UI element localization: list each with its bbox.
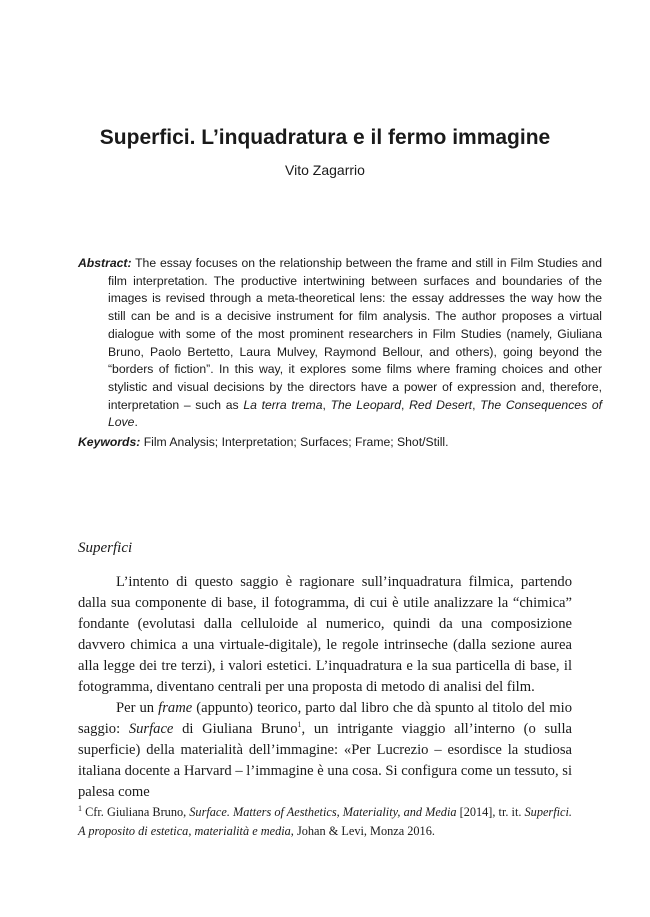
film-title: Red Desert (409, 397, 473, 412)
abstract-text: The essay focuses on the relationship between the frame and still in Film Studies and film interpretation. The productive intertwining between surfaces and boundaries of the images is revised through a meta-theoretical lens: the essay addresses the way how the still can be and is a decisive instrument for film analysis. The author proposes a virtual dialogue with some of the most prominent researchers in Film Studies (namely, Giuliana Bruno, Paolo Bertetto, Laura Mulvey, Raymond Bellour, and others), going beyond the “borders of fiction”. In this way, it explores some films where framing choices and other stylistic and visual decisions by the directors have a power of expression and, therefore, interpretation – such as (108, 256, 602, 412)
italic-term: frame (158, 700, 193, 716)
keywords-label: Keywords: (78, 435, 141, 449)
footnote-mark: 1 (78, 803, 82, 813)
book-title: Surface (128, 721, 174, 737)
separator: , (322, 397, 331, 412)
separator: , (472, 397, 481, 412)
author-name: Vito Zagarrio (285, 162, 365, 178)
abstract-label: Abstract: (78, 256, 132, 270)
body-text (78, 572, 572, 803)
text-run: Per un (116, 700, 159, 716)
film-title: The Leopard (330, 397, 402, 412)
abstract-end: . (134, 415, 138, 430)
text-run: (appunto) teorico, parto dal libro che dà spunto al titolo del mio saggio: (78, 700, 572, 737)
footnote-reference[interactable]: 1 (297, 720, 302, 730)
text-run: di Giuliana Bruno (173, 721, 298, 737)
work-title: Superfici. A proposito di estetica, materialità e media (78, 805, 572, 838)
work-title: Surface. Matters of Aesthetics, Materiality, and Media (189, 805, 457, 819)
text-run: , Johan & Levi, Monza 2016. (290, 824, 435, 838)
separator: , (401, 397, 410, 412)
keywords-text: Film Analysis; Interpretation; Surfaces; Frame; Shot/Still. (140, 435, 449, 449)
paragraph: L’intento di questo saggio è ragionare sull’inquadratura filmica, partendo dalla sua componente di base, il fotogramma, di cui è utile analizzare la “chimica” fondante (evolutasi dalla celluloide al numerico, quindi da una composizione davvero chimica a una virtuale-digitale), le regole intrinseche (dalla sezione aurea alla legge dei tre terzi), i valori estetici. L’inquadratura e la sua particella di base, il fotogramma, diventano centrali per una proposta di metodo di analisi del film. (78, 574, 572, 695)
text-run: , un intrigante viaggio all’interno (o sulla superficie) della materialità dell’immagine: «Per Lucrezio – esordisce la studiosa italiana docente a Harvard – l’immagine è una cosa. Si configura come un tessuto, si palesa come (78, 721, 572, 800)
text-run: [2014], tr. it. (456, 805, 525, 819)
footnote (78, 803, 572, 841)
paragraph (78, 698, 572, 803)
paper-title: Superfici. L’inquadratura e il fermo immagine (99, 126, 551, 149)
text-run: Cfr. Giuliana Bruno, (82, 805, 190, 819)
film-title: La terra trema (243, 397, 323, 412)
abstract (78, 255, 602, 432)
section-heading: Superfici (78, 540, 133, 556)
film-title: The Consequences of Love (108, 397, 603, 430)
keywords (78, 434, 572, 452)
